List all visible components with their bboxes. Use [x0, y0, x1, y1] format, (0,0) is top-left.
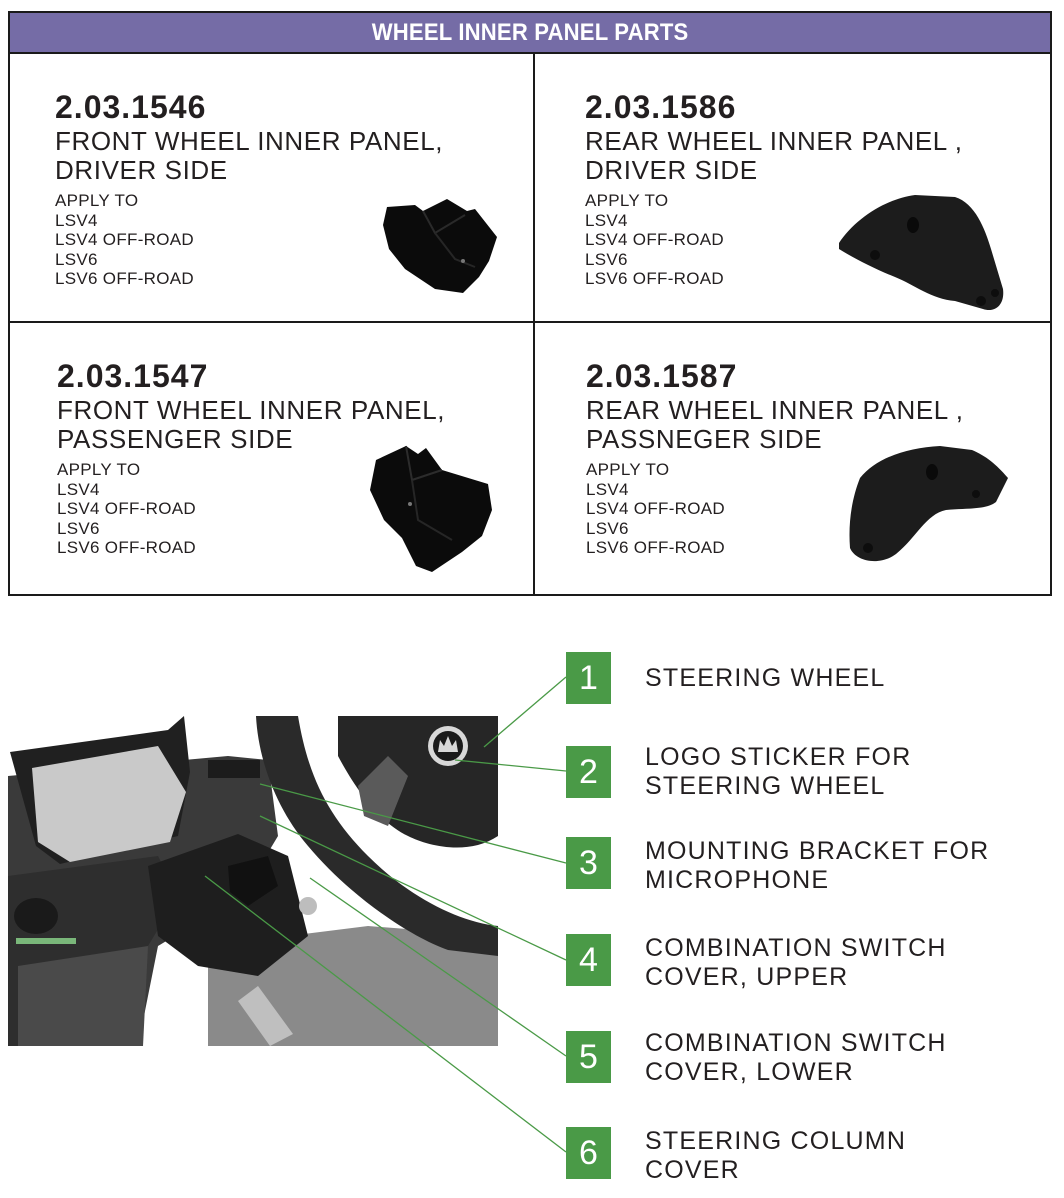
part-title: REAR WHEEL INNER PANEL , PASSNEGER SIDE	[586, 395, 964, 454]
model-item: LSV6 OFF-ROAD	[585, 269, 724, 288]
part-cell-2-03-1546	[55, 89, 525, 309]
callout-label-2: LOGO STICKER FOR STEERING WHEEL	[645, 743, 912, 800]
model-item: LSV4	[586, 479, 629, 499]
part-number: 2.03.1546	[55, 89, 207, 125]
model-item: LSV4 OFF-ROAD	[585, 230, 724, 249]
model-item: LSV4	[55, 210, 98, 230]
callout-badge-3: 3	[566, 837, 611, 889]
model-item: LSV6	[586, 518, 629, 538]
model-item: LSV6 OFF-ROAD	[57, 538, 196, 557]
callout-badge-2: 2	[566, 746, 611, 798]
model-item: LSV6 OFF-ROAD	[55, 269, 194, 288]
apply-to-list	[586, 460, 725, 558]
part-title: FRONT WHEEL INNER PANEL, PASSENGER SIDE	[57, 395, 446, 454]
callout-label-6: STEERING COLUMN COVER	[645, 1127, 907, 1184]
part-number: 2.03.1586	[585, 89, 737, 125]
model-item: LSV4 OFF-ROAD	[586, 499, 725, 518]
callout-badge-4: 4	[566, 934, 611, 986]
callout-label-5: COMBINATION SWITCH COVER, LOWER	[645, 1029, 947, 1086]
model-item: LSV6 OFF-ROAD	[586, 538, 725, 557]
part-number: 2.03.1547	[57, 358, 209, 394]
model-item: LSV4 OFF-ROAD	[57, 499, 196, 518]
model-item: LSV6	[57, 518, 100, 538]
table-header	[10, 13, 1050, 54]
apply-label: APPLY TO	[585, 191, 669, 210]
front-inner-panel-driver-image	[375, 189, 505, 299]
apply-label: APPLY TO	[57, 460, 141, 479]
section-title: WHEEL INNER PANEL PARTS	[371, 18, 689, 46]
apply-to-list	[57, 460, 196, 558]
apply-to-list	[585, 191, 724, 289]
parts-table	[8, 11, 1052, 596]
callout-badge-6: 6	[566, 1127, 611, 1179]
apply-label: APPLY TO	[586, 460, 670, 479]
model-item: LSV4	[57, 479, 100, 499]
dashboard-photo	[8, 716, 498, 1046]
part-number: 2.03.1587	[586, 358, 738, 394]
rear-inner-panel-passenger-image	[846, 438, 1011, 568]
model-item: LSV6	[585, 249, 628, 269]
rear-inner-panel-driver-image	[835, 189, 1015, 319]
model-item: LSV4	[585, 210, 628, 230]
model-item: LSV6	[55, 249, 98, 269]
dashboard-illustration	[8, 716, 498, 1046]
column-divider	[533, 54, 535, 594]
part-title: FRONT WHEEL INNER PANEL, DRIVER SIDE	[55, 126, 444, 185]
apply-label: APPLY TO	[55, 191, 139, 210]
callout-label-1: STEERING WHEEL	[645, 664, 886, 692]
front-inner-panel-passenger-image	[362, 440, 502, 575]
callout-badge-1: 1	[566, 652, 611, 704]
row-divider	[10, 321, 1050, 323]
callout-label-4: COMBINATION SWITCH COVER, UPPER	[645, 934, 947, 991]
part-cell-2-03-1587	[586, 358, 1046, 578]
model-item: LSV4 OFF-ROAD	[55, 230, 194, 249]
apply-to-list	[55, 191, 194, 289]
part-cell-2-03-1586	[585, 89, 1045, 309]
callout-label-3: MOUNTING BRACKET FOR MICROPHONE	[645, 837, 990, 894]
part-title: REAR WHEEL INNER PANEL , DRIVER SIDE	[585, 126, 963, 185]
callout-badge-5: 5	[566, 1031, 611, 1083]
part-cell-2-03-1547	[57, 358, 527, 578]
